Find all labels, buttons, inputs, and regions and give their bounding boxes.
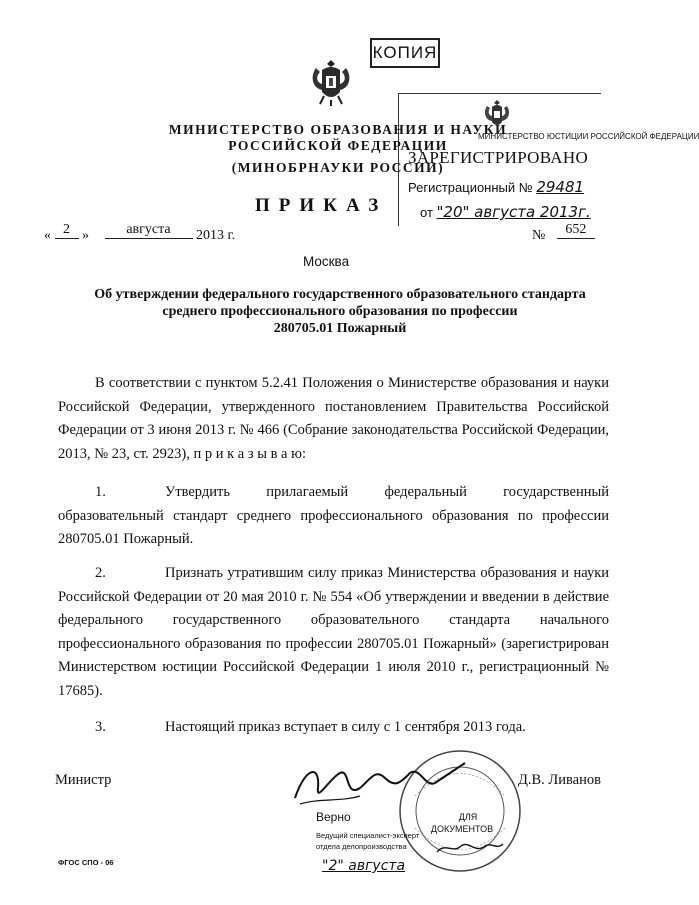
date-day: 2 [55,222,79,239]
signature-name: Д.В. Ливанов [518,772,601,788]
seal-line2: ДОКУМЕНТОВ [430,824,494,834]
registration-number-value: 29481 [536,178,585,196]
registration-ministry: МИНИСТЕРСТВО ЮСТИЦИИ РОССИЙСКОЙ ФЕДЕРАЦИИ [478,132,699,141]
seal-center-text-2 [420,824,504,834]
date-close-quote: » [82,228,89,243]
item-3-text: Настоящий приказ вступает в силу с 1 сентября 2013 года. [165,719,526,735]
preamble-text: В соответствии с пунктом 5.2.41 Положения о Министерстве образования и науки Российской Федерации, утвержденного постановлением Правительства Российской Федерации от 3 июня 2013 г. № 466 (Собрание законодательства Российской Федерации, 2013, № 23, ст. 2923), [58,375,609,462]
date-month: августа [105,222,193,239]
document-type: ПРИКАЗ [255,195,388,216]
seal-line1: ДЛЯ [458,812,478,822]
item-1-number: 1. [95,484,106,500]
ministry-line1: МИНИСТЕРСТВО ОБРАЗОВАНИЯ И НАУКИ [168,122,508,137]
order-number-label: № [532,228,546,243]
title-line2: среднего профессионального образования по профессии [162,304,518,319]
city: Москва [303,254,350,269]
certification-date: "2" августа [322,858,406,874]
order-number-value: 652 [557,222,595,239]
certification-verno: Верно [316,810,351,824]
date-year: 2013 г. [196,228,236,243]
item-3 [58,716,609,740]
registration-date-row [420,203,591,221]
item-3-number: 3. [95,719,106,735]
minister-signature [290,758,470,813]
registration-number-row [408,178,584,196]
title-line3: 280705.01 Пожарный [273,321,407,336]
item-1-text: Утвердить прилагаемый федеральный государственный образовательный стандарт среднего профессионального образования по профессии 280705.01 Пожарный. [58,484,609,547]
order-word: п р и к а з ы в а ю: [193,445,306,462]
registration-date-value: "20" августа 2013г. [436,203,591,221]
item-1 [58,481,609,552]
order-number [532,222,595,245]
title-line1: Об утверждении федерального государственного образовательного стандарта [94,287,586,302]
certification-specialist [316,830,419,852]
specialist-line1: Ведущий специалист-эксперт [316,831,420,840]
item-2-number: 2. [95,565,106,581]
registration-date-prefix: от [420,205,433,220]
ministry-line2: РОССИЙСКОЙ ФЕДЕРАЦИИ [228,138,448,153]
date-open-quote: « [44,228,51,243]
registered-label: ЗАРЕГИСТРИРОВАНО [408,148,589,167]
certifier-signature [435,838,505,858]
order-title [60,286,620,337]
item-2 [58,562,609,703]
item-2-text: Признать утратившим силу приказ Министерства образования и науки Российской Федерации от 20 мая 2010 г. № 554 «Об утверждении и введении в действие федерального государственного образовательного стандарта начального профессионального образования по профессии 280705.01 Пожарный» (зарегистрирован Министерством юстиции Российской Федерации 1 июля 2010 г., регистрационный № 17685). [58,565,609,699]
ministry-line3: (МИНОБРНАУКИ РОССИИ) [231,160,445,175]
footer-code: ФГОС СПО - 06 [58,858,114,867]
order-date [44,222,236,245]
signature-position: Министр [55,772,112,788]
ministry-header [158,122,518,176]
copy-stamp: КОПИЯ [370,38,440,68]
preamble-paragraph [58,372,609,466]
coat-of-arms-emblem [308,56,354,108]
specialist-line2: отдела делопроизводства [316,842,407,851]
seal-center-text [443,812,493,822]
registration-number-label: Регистрационный № [408,180,533,195]
